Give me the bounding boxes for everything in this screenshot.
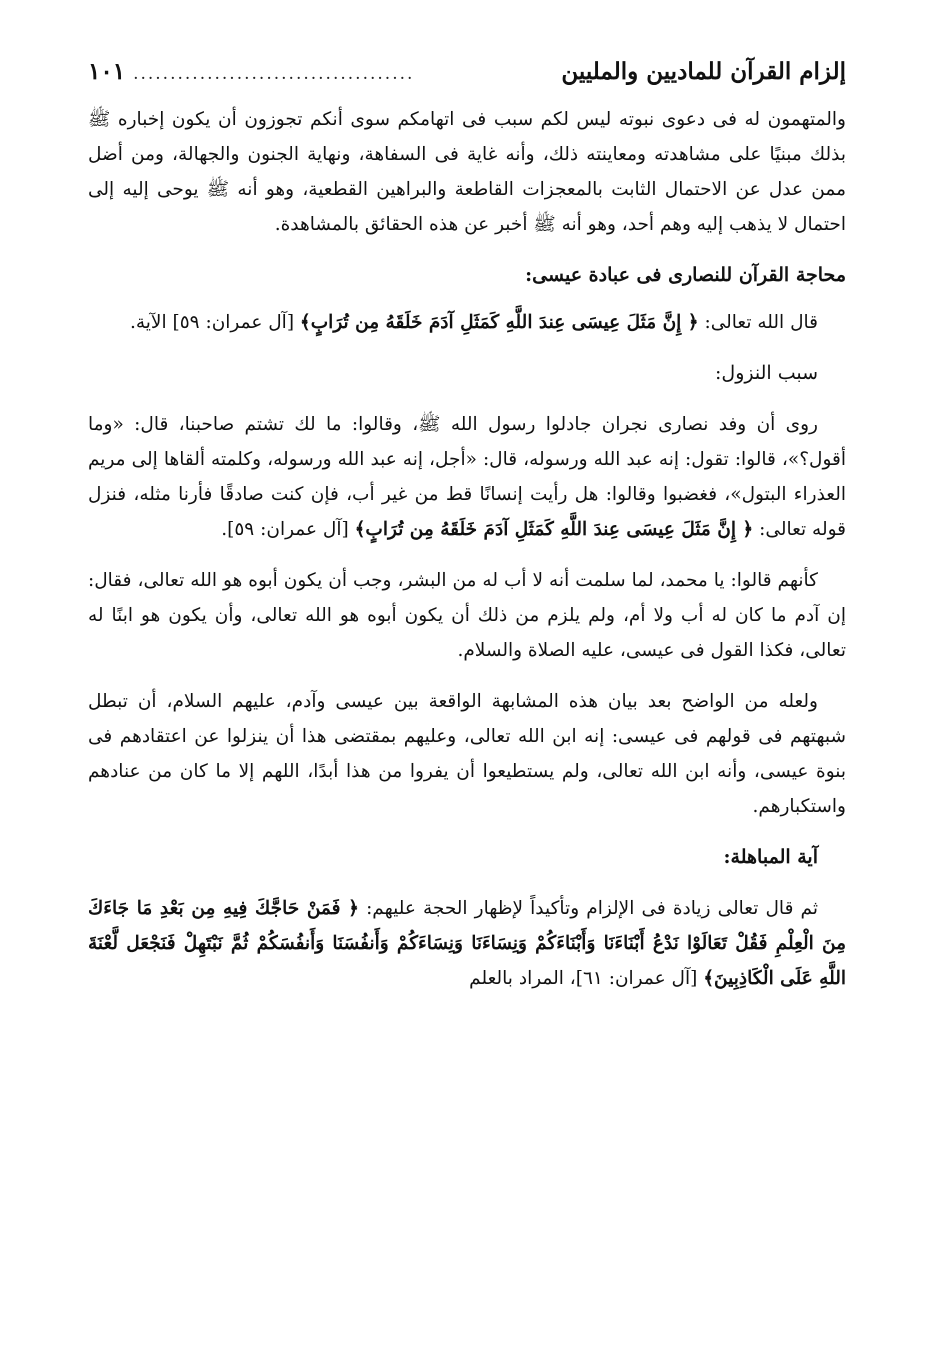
paragraph-verse-59	[88, 305, 846, 340]
book-title: إلزام القرآن للماديين والمليين	[561, 58, 846, 85]
verse-reference-repeat: [آل عمران: ٥٩].	[221, 519, 355, 540]
paragraph-mubahala	[88, 891, 846, 996]
paragraph-najran-delegation	[88, 407, 846, 547]
running-header	[88, 58, 846, 102]
paragraph-conclusion: ولعله من الواضح بعد بيان هذه المشابهة الواقعة بين عيسى وآدم، عليهم السلام، أن تبطل شبهتهم فى قولهم فى عيسى: إنه ابن الله تعالى، وعليهم بمقتضى هذا أن ينزلوا عن اعتقادهم فى بنوة عيسى، وأنه ابن الله تعالى، ولم يستطيعوا أن يفروا من هذا أبدًا، اللهم إلا ما كان من عنادهم واستكبارهم.	[88, 691, 846, 817]
verse-reference-61: [آل عمران: ٦١]، المراد بالعلم	[469, 968, 704, 989]
quran-verse-61: ﴿ فَمَنْ حَاجَّكَ فِيهِ مِن بَعْدِ مَا جَاءَكَ مِنَ الْعِلْمِ فَقُلْ تَعَالَوْا نَدْعُ أَبْنَاءَنَا وَأَبْنَاءَكُمْ وَنِسَاءَنَا وَنِسَاءَكُمْ وَأَنفُسَنَا وَأَنفُسَكُمْ ثُمَّ نَبْتَهِلْ فَنَجْعَل لَّعْنَةَ اللَّهِ عَلَى الْكَاذِبِينَ﴾	[88, 898, 846, 989]
page-number: ١٠١	[88, 58, 126, 85]
mubahala-intro: ثم قال تعالى زيادة فى الإلزام وتأكيداً لإظهار الحجة عليهم:	[358, 898, 818, 919]
section-heading-argument-with-christians: محاجة القرآن للنصارى فى عبادة عيسى:	[525, 264, 846, 286]
paragraph-adam-analogy: كأنهم قالوا: يا محمد، لما سلمت أنه لا أب له من البشر، وجب أن يكون أبوه هو الله تعالى، فقال: إن آدم ما كان له أب ولا أم، ولم يلزم من ذلك أن يكون أبوه هو الله تعالى، وأن يكون هو ابنًا له تعالى، فكذا القول فى عيسى، عليه الصلاة والسلام.	[88, 570, 846, 661]
section-heading-mubahala-verse: آية المباهلة:	[723, 846, 818, 868]
book-page	[88, 58, 846, 996]
paragraph-prophecy-accusation: والمتهمون له فى دعوى نبوته ليس لكم سبب فى اتهامكم سوى أنكم تجوزون أن يكون إخباره ﷺ بذلك مبنيًا على مشاهدته ومعاينته ذلك، وأنه غاية فى السفاهة، ونهاية الجنون والجهالة، ومن أضل ممن عدل عن الاحتمال الثابت بالمعجزات القاطعة والبراهين القطعية، وهو أنه ﷺ يوحى إليه إلى احتمال لا يذهب إليه وهم أحد، وهو أنه ﷺ أخبر عن هذه الحقائق بالمشاهدة.	[88, 109, 846, 235]
section-heading-occasion-of-revelation: سبب النزول:	[714, 362, 818, 384]
quran-verse-59: ﴿ إِنَّ مَثَلَ عِيسَى عِندَ اللَّهِ كَمَثَلِ آدَمَ خَلَقَهُ مِن تُرَابٍ﴾	[299, 312, 699, 333]
verse-intro: قال الله تعالى:	[698, 312, 818, 333]
dot-leader: ......................................	[133, 64, 415, 84]
najran-narrative: روى أن وفد نصارى نجران جادلوا رسول الله ﷺ، وقالوا: ما لك تشتم صاحبنا، قال: «وما أقول؟»، قالوا: تقول: إنه عبد الله ورسوله، قال: «أجل، إنه عبد الله ورسوله، وكلمته ألقاها إلى مريم العذراء البتول»، فغضبوا وقالوا: هل رأيت إنسانًا قط من غير أب، فإن كنت صادقًا فأرنا مثله، فنزل قوله تعالى:	[88, 414, 846, 540]
quran-verse-59-repeat: ﴿ إِنَّ مَثَلَ عِيسَى عِندَ اللَّهِ كَمَثَلِ آدَمَ خَلَقَهُ مِن تُرَابٍ﴾	[354, 519, 754, 540]
verse-reference: [آل عمران: ٥٩] الآية.	[129, 312, 300, 333]
